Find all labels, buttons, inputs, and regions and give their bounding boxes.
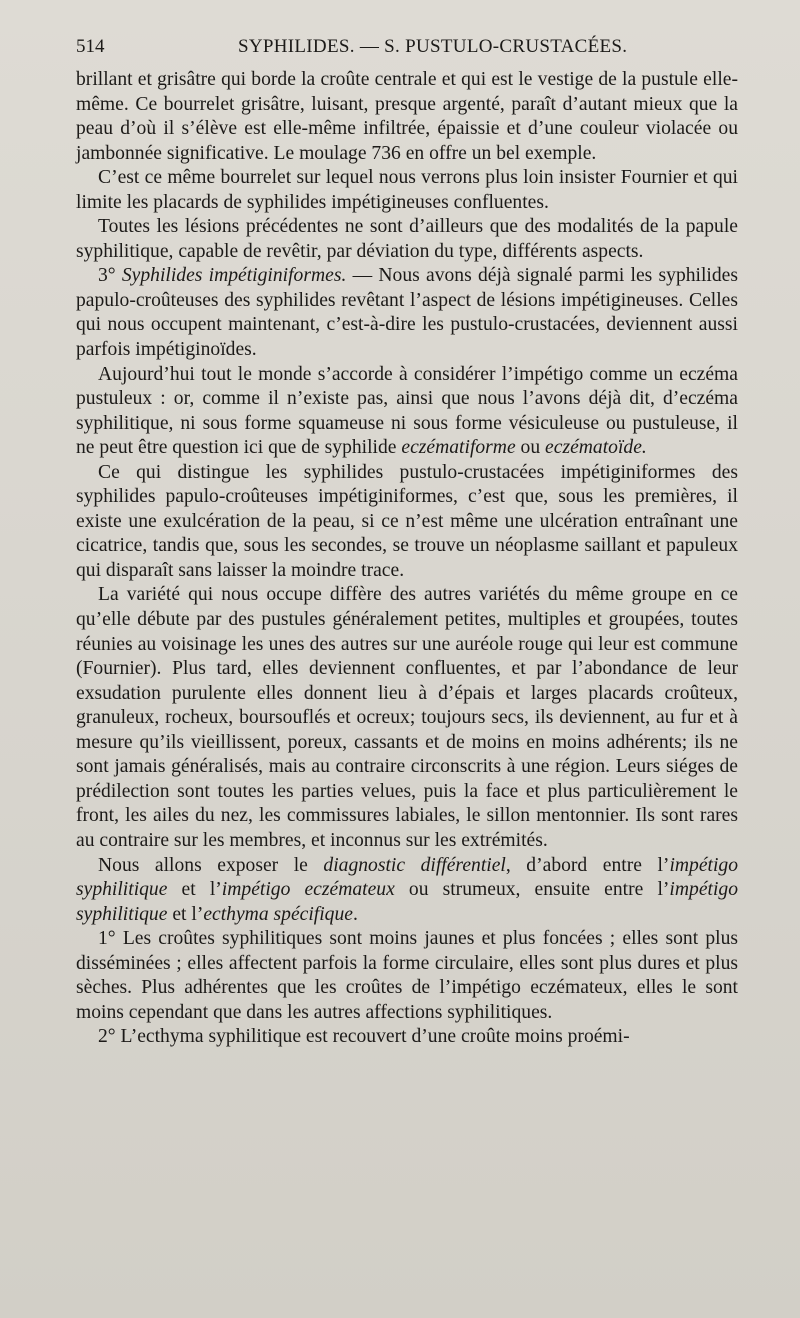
- page-number: 514: [76, 36, 105, 57]
- text-run: La variété qui nous occupe diffère des autres variétés du même groupe en ce qu’elle débute par des pustules généralement petites, multiples et groupées, toutes réunies au voisinage les unes des autres sur une auréole rouge qui leur est commune (Fournier). Plus tard, elles deviennent confluentes, et par l’abondance de leur exsudation purulente elles donnent lieu à d’épais et larges placards croûteux, granuleux, rocheux, boursouflés et ocreux; toujours secs, ils deviennent, au fur et à mesure qu’ils vieillissent, poreux, cassants et de moins en moins adhérents; ils ne sont jamais généralisés, mais au contraire circonscrits à une région. Leurs siéges de prédilection sont toutes les parties velues, puis la face et plus particulièrement le front, les ailes du nez, les commissures labiales, le sillon mentonnier. Ils sont rares au contraire sur les membres, et inconnus sur les extrémités.: [76, 584, 738, 851]
- paragraph: [76, 583, 738, 853]
- text-run: ou strumeux, ensuite entre l’: [394, 879, 670, 901]
- text-run: 3°: [98, 265, 122, 287]
- italic-text: impétigo syphilitique: [76, 854, 739, 901]
- text-run: .: [352, 903, 358, 925]
- text-run: , d’abord entre l’: [505, 854, 670, 876]
- text-run: et l’: [167, 903, 204, 925]
- text-run: Aujourd’hui tout le monde s’accorde à considérer l’impétigo comme un eczéma pustuleux : or, comme il n’existe pas, ainsi que nous l’avons déjà dit, d’eczéma syphilitique, ni sous forme squameuse ni sous forme vésiculeuse ou pustuleuse, il ne peut être question ici que de syphilide: [76, 363, 738, 459]
- paragraph: [76, 166, 738, 215]
- italic-text: diagnostic différentiel: [323, 854, 506, 876]
- text-run: Nous allons exposer le: [98, 854, 324, 876]
- text-run: Ce qui distingue les syphilides pustulo-crustacées impétiginiformes des syphilides papulo-croûteuses impétiginiformes, c’est que, sous les premières, il existe une exulcération de la peau, si ce n’est même une ulcération entraînant une cicatrice, tandis que, sous les secondes, se trouve un néoplasme saillant et papuleux qui disparaît sans laisser la moindre trace.: [76, 461, 738, 581]
- running-title: SYPHILIDES. — S. PUSTULO-CRUSTACÉES.: [238, 36, 628, 57]
- italic-text: eczématoïde.: [545, 437, 647, 459]
- paragraph: [76, 68, 738, 166]
- text-run: Toutes les lésions précédentes ne sont d’ailleurs que des modalités de la papule syphilitique, capable de revêtir, par déviation du type, différents aspects.: [76, 216, 738, 262]
- paragraph: [76, 854, 738, 928]
- paragraph: [76, 264, 738, 362]
- text-run: ou: [515, 437, 546, 459]
- text-run: — Nous avons déjà signalé parmi les syphilides papulo-croûteuses des syphilides revêtant l’aspect de lésions impétigineuses. Celles qui nous occupent maintenant, c’est-à-dire les pustulo-crustacées, deviennent aussi parfois impétiginoïdes.: [76, 265, 738, 361]
- text-run: 1° Les croûtes syphilitiques sont moins jaunes et plus foncées ; elles sont plus disséminées ; elles affectent parfois la forme circulaire, elles sont plus dures et plus sèches. Plus adhérentes que les croûtes de l’impétigo eczémateux, elles le sont moins cependant que dans les autres affections syphilitiques.: [76, 928, 738, 1023]
- text-run: brillant et grisâtre qui borde la croûte centrale et qui est le vestige de la pustule elle-même. Ce bourrelet grisâtre, luisant, presque argenté, paraît d’autant mieux que la peau d’où il s’élève est elle-même infiltrée, épaissie et d’une couleur violacée ou jambonnée significative. Le moulage 736 en offre un bel exemple.: [76, 69, 738, 164]
- italic-text: eczématiforme: [401, 437, 516, 459]
- paragraph: [76, 927, 738, 1025]
- paragraph: [76, 363, 738, 461]
- italic-text: ecthyma spécifique: [203, 903, 353, 925]
- italic-text: Syphilides impétiginiformes.: [121, 265, 347, 287]
- body-text: [76, 68, 738, 1050]
- text-run: et l’: [167, 879, 222, 901]
- text-run: 2° L’ecthyma syphilitique est recouvert d’une croûte moins proémi-: [98, 1026, 630, 1048]
- paragraph: [76, 461, 738, 584]
- italic-text: impétigo eczémateux: [221, 879, 395, 901]
- running-head: [76, 36, 736, 62]
- text-run: C’est ce même bourrelet sur lequel nous verrons plus loin insister Fournier et qui limite les placards de syphilides impétigineuses confluentes.: [76, 167, 738, 213]
- italic-text: impétigo syphilitique: [76, 879, 738, 925]
- paragraph: [76, 1025, 738, 1050]
- paragraph: [76, 215, 738, 264]
